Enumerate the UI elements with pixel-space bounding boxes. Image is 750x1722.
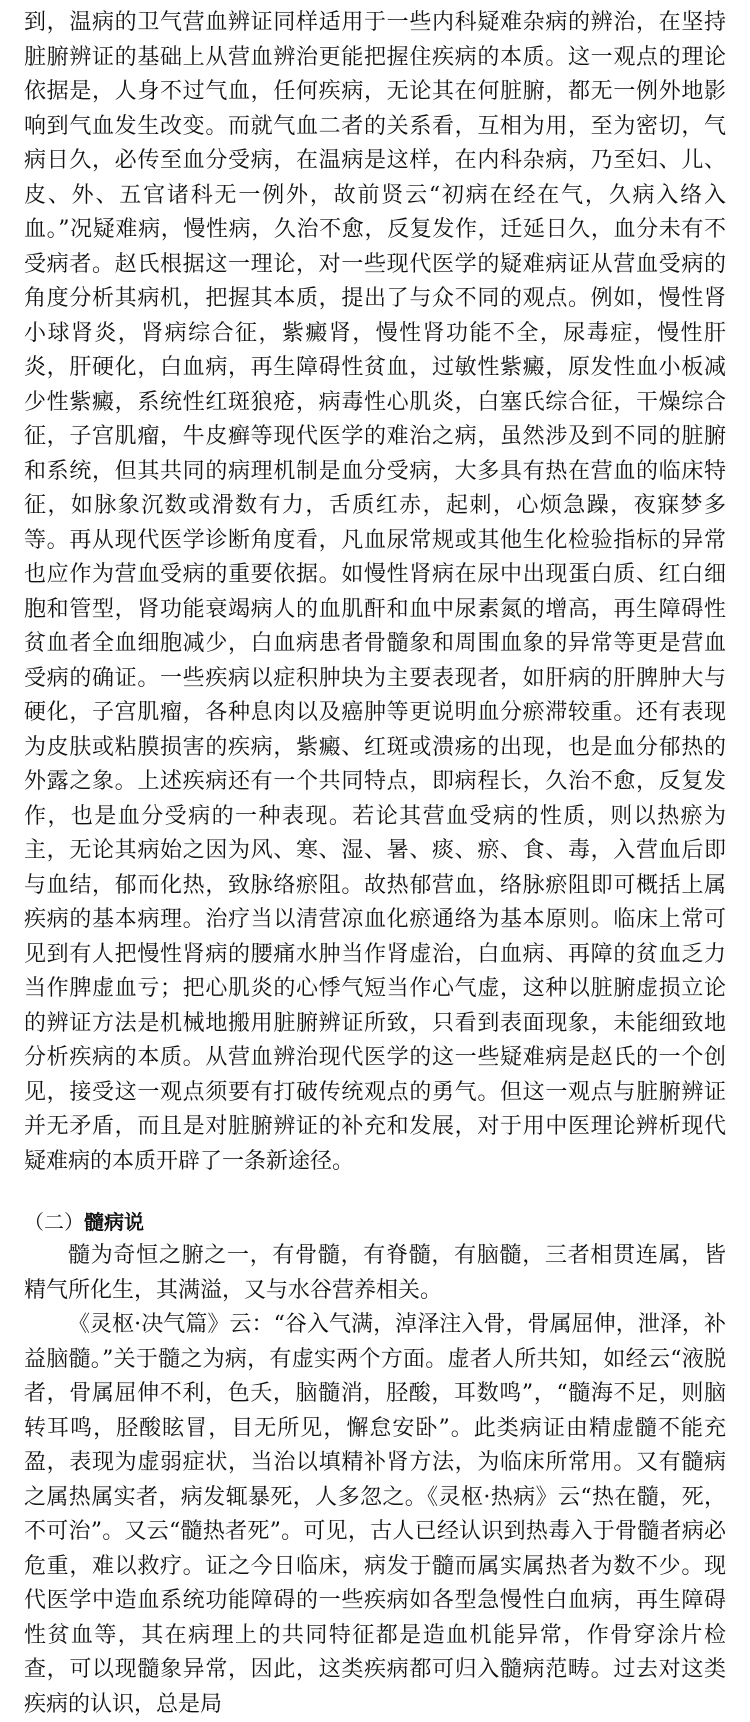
paragraph-gap <box>24 1179 726 1205</box>
body-paragraph-3: 《灵枢·决气篇》云：“谷入气满，淖泽注入骨，骨属屈伸，泄泽，补益脑髓。”关于髓之为病，有虚实两个方面。虚者人所共知，如经云“液脱者，骨属屈伸不利，色夭，脑髓消，胫酸，耳数鸣”，“髓海不足，则脑转耳鸣，胫酸眩冒，目无所见，懈怠安卧”。此类病证由精虚髓不能充盈，表现为虚弱症状，当治以填精补肾方法，为临床所常用。又有髓病之属热属实者，病发辄暴死，人多忽之。《灵枢·热病》云“热在髓，死，不可治”。又云“髓热者死”。可见，古人已经认识到热毒入于骨髓者病必危重，难以救疗。证之今日临床，病发于髓而属实属热者为数不少。现代医学中造血系统功能障碍的一些疾病如各型急慢性白血病，再生障碍性贫血等，其在病理上的共同特征都是造血机能异常，作骨穿涂片检查，可以现髓象异常，因此，这类疾病都可归入髓病范畴。过去对这类疾病的认识，总是局 <box>24 1312 726 1717</box>
section-title: 髓病说 <box>84 1210 144 1234</box>
body-paragraph-2: 髓为奇恒之腑之一，有骨髓，有脊髓，有脑髓，三者相贯连属，皆精气所化生，其满溢，又与水谷营养相关。 <box>24 1243 726 1303</box>
body-paragraph-1: 到，温病的卫气营血辨证同样适用于一些内科疑难杂病的辨治，在坚持脏腑辨证的基础上从营血辨治更能把握住疾病的本质。这一观点的理论依据是，人身不过气血，任何疾病，无论其在何脏腑，都无一例外地影响到气血发生改变。而就气血二者的关系看，互相为用，至为密切，气病日久，必传至血分受病，在温病是这样，在内科杂病，乃至妇、儿、皮、外、五官诸科无一例外，故前贤云“初病在经在气，久病入络入血。”况疑难病，慢性病，久治不愈，反复发作，迁延日久，血分未有不受病者。赵氏根据这一理论，对一些现代医学的疑难病证从营血受病的角度分析其病机，把握其本质，提出了与众不同的观点。例如，慢性肾小球肾炎，肾病综合征，紫癜肾，慢性肾功能不全，尿毒症，慢性肝炎，肝硬化，白血病，再生障碍性贫血，过敏性紫癜，原发性血小板减少性紫癜，系统性红斑狼疮，病毒性心肌炎，白塞氏综合征，干燥综合征，子宫肌瘤，牛皮癣等现代医学的难治之病，虽然涉及到不同的脏腑和系统，但其共同的病理机制是血分受病，大多具有热在营血的临床特征，如脉象沉数或滑数有力，舌质红赤，起刺，心烦急躁，夜寐梦多等。再从现代医学诊断角度看，凡血尿常规或其他生化检验指标的异常也应作为营血受病的重要依据。如慢性肾病在尿中出现蛋白质、红白细胞和管型，肾功能衰竭病人的血肌酐和血中尿素氮的增高，再生障碍性贫血者全血细胞减少，白血病患者骨髓象和周围血象的异常等更是营血受病的确证。一些疾病以症积肿块为主要表现者，如肝病的肝脾肿大与硬化，子宫肌瘤，各种息肉以及癌肿等更说明血分瘀滞较重。还有表现为皮肤或粘膜损害的疾病，紫癜、红斑或溃疡的出现，也是血分郁热的外露之象。上述疾病还有一个共同特点，即病程长，久治不愈，反复发作，也是血分受病的一种表现。若论其营血受病的性质，则以热瘀为主，无论其病始之因为风、寒、湿、暑、痰、瘀、食、毒，入营血后即与血结，郁而化热，致脉络瘀阻。故热郁营血，络脉瘀阻即可概括上属疾病的基本病理。治疗当以清营凉血化瘀通络为基本原则。临床上常可见到有人把慢性肾病的腰痛水肿当作肾虚治，白血病、再障的贫血乏力当作脾虚血亏；把心肌炎的心悸气短当作心气虚，这种以脏腑虚损立论的辨证方法是机械地搬用脏腑辨证所致，只看到表面现象，未能细致地分析疾病的本质。从营血辨治现代医学的这一些疑难病是赵氏的一个创见，接受这一观点须要有打破传统观点的勇气。但这一观点与脏腑辨证并无矛盾，而且是对脏腑辨证的补充和发展，对于用中医理论辨析现代疑难病的本质开辟了一条新途径。 <box>24 10 726 1174</box>
section-heading <box>24 1205 726 1239</box>
section-number: （二） <box>24 1210 84 1234</box>
